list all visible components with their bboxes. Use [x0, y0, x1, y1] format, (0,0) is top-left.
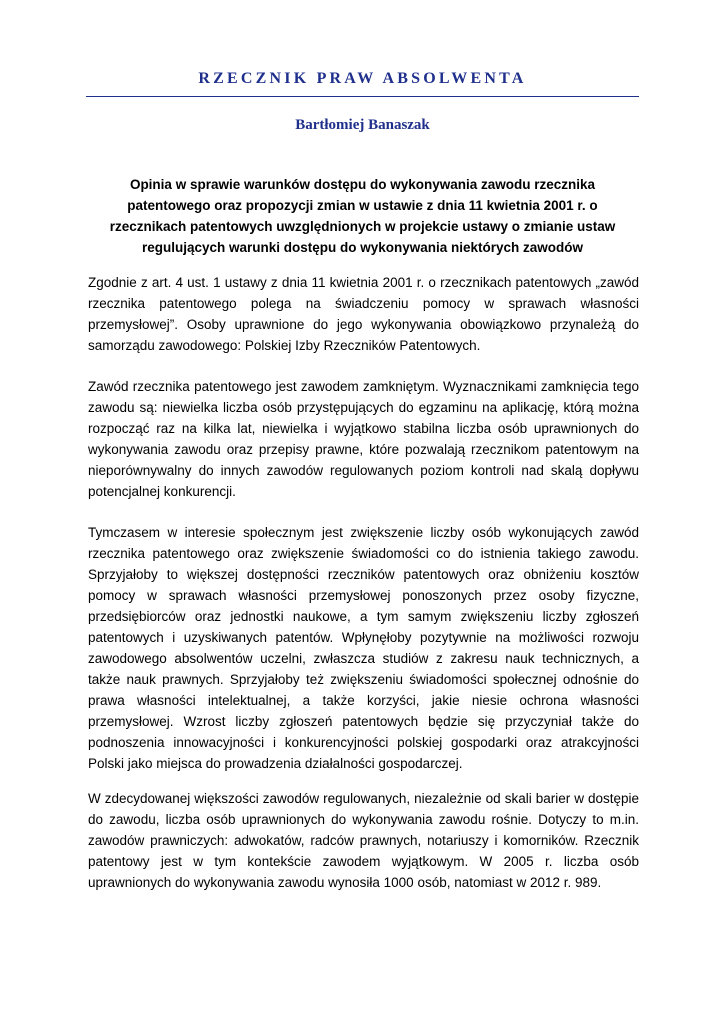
author-name: Bartłomiej Banaszak: [295, 117, 430, 133]
paragraph: Zawód rzecznika patentowego jest zawodem zamkniętym. Wyznacznikami zamknięcia tego zawodu są: niewielka liczba osób przystępujących do egzaminu na aplikację, którą można rozpocząć raz na kilka lat, niewielka i wyjątkowo stabilna liczba osób uprawnionych do wykonywania zawodu oraz przepisy prawne, które pozwalają rzecznikom patentowym na nieporównywalny do innych zawodów regulowanych poziom kontroli nad skalą dopływu potencjalnej konkurencji.: [88, 379, 639, 499]
paragraph: W zdecydowanej większości zawodów regulowanych, niezależnie od skali barier w dostępie do zawodu, liczba osób uprawnionych do wykonywania zawodu rośnie. Dotyczy to m.in. zawodów prawniczych: adwokatów, radców prawnych, notariuszy i komorników. Rzecznik patentowy jest w tym kontekście zawodem wyjątkowym. W 2005 r. liczba osób uprawnionych do wykonywania zawodu wynosiła 1000 osób, natomiast w 2012 r. 989.: [88, 791, 639, 890]
paragraph: Tymczasem w interesie społecznym jest zwiększenie liczby osób wykonujących zawód rzecznika patentowego oraz zwiększenie świadomości co do istnienia takiego zawodu. Sprzyjałoby to większej dostępności rzeczników patentowych oraz obniżeniu kosztów pomocy w sprawach własności przemysłowej ponoszonych przez osoby fizyczne, przedsiębiorców oraz jednostki naukowe, a tym samym zwiększeniu liczby zgłoszeń patentowych i uzyskiwanych patentów. Wpłynęłoby pozytywnie na możliwości rozwoju zawodowego absolwentów uczelni, zwłaszcza studiów z zakresu nauk technicznych, a także nauk prawnych. Sprzyjałoby też zwiększeniu świadomości społecznej odnośnie do prawa własności intelektualnej, a także korzyści, jakie niesie ochrona własności przemysłowej. Wzrost liczby zgłoszeń patentowych będzie się przyczyniał także do podnoszenia innowacyjności i konkurencyjności polskiej gospodarki oraz atrakcyjności Polski jako miejsca do prowadzenia działalności gospodarczej.: [88, 525, 639, 771]
paragraph: Zgodnie z art. 4 ust. 1 ustawy z dnia 11 kwietnia 2001 r. o rzecznikach patentowych „zawód rzecznika patentowego polega na świadczeniu pomocy w sprawach własności przemysłowej”. Osoby uprawnione do jego wykonywania obowiązkowo przynależą do samorządu zawodowego: Polskiej Izby Rzeczników Patentowych.: [88, 275, 639, 353]
document-title: Opinia w sprawie warunków dostępu do wykonywania zawodu rzecznika patentowego oraz propozycji zmian w ustawie z dnia 11 kwietnia 2001 r. o rzecznikach patentowych uwzględnionych w projekcie ustawy o zmianie ustaw regulujących warunki dostępu do wykonywania niektórych zawodów: [109, 177, 616, 255]
header-divider: [86, 96, 639, 97]
page-header-title: RZECZNIK PRAW ABSOLWENTA: [198, 70, 527, 87]
